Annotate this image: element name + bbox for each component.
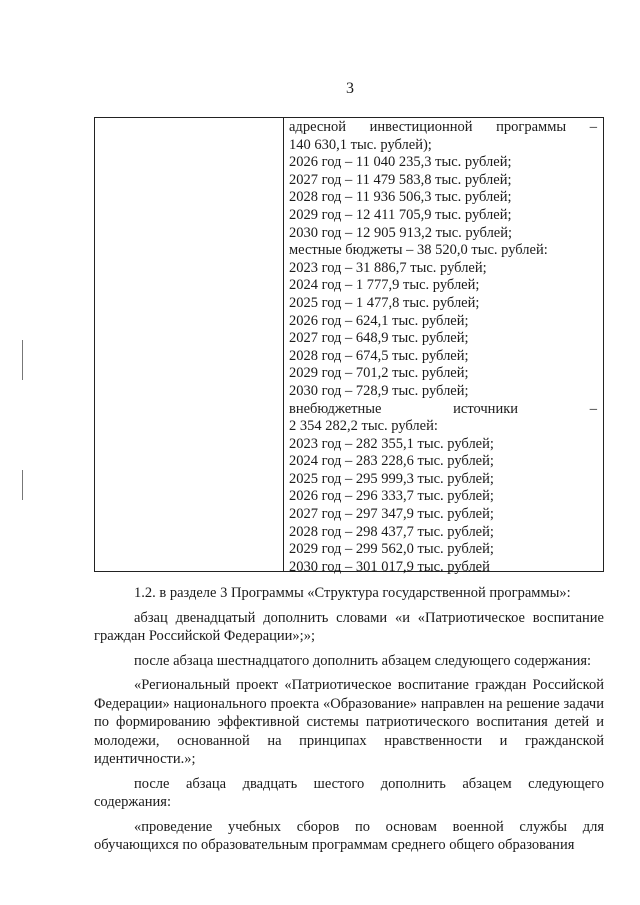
funding-line: 2028 год – 674,5 тыс. рублей; bbox=[289, 347, 469, 364]
funding-line: 2027 год – 11 479 583,8 тыс. рублей; bbox=[289, 171, 512, 188]
funding-table bbox=[94, 117, 604, 575]
funding-line: внебюджетные источники – bbox=[289, 400, 597, 417]
funding-line: 2025 год – 295 999,3 тыс. рублей; bbox=[289, 470, 494, 487]
funding-line: 2024 год – 1 777,9 тыс. рублей; bbox=[289, 277, 480, 294]
funding-line: 2029 год – 299 562,0 тыс. рублей; bbox=[289, 541, 494, 558]
funding-line: 2026 год – 296 333,7 тыс. рублей; bbox=[289, 488, 494, 505]
funding-line: 2029 год – 701,2 тыс. рублей; bbox=[289, 365, 469, 382]
funding-line: 2024 год – 283 228,6 тыс. рублей; bbox=[289, 453, 494, 470]
funding-line: 2023 год – 31 886,7 тыс. рублей; bbox=[289, 259, 487, 276]
funding-line: 2026 год – 11 040 235,3 тыс. рублей; bbox=[289, 154, 512, 171]
funding-cell bbox=[289, 119, 597, 576]
funding-line: 2 354 282,2 тыс. рублей: bbox=[289, 418, 438, 435]
body-paragraph: «Региональный проект «Патриотическое воспитание граждан Российской Федерации» национального проекта «Образование» направлен на решение задачи по формированию эффективной системы патриотического воспитания детей и молодежи, основанной на принципах нравственности и гражданской идентичности.»; bbox=[94, 677, 604, 767]
funding-line: 140 630,1 тыс. рублей); bbox=[289, 136, 432, 153]
section-heading-paragraph: 1.2. в разделе 3 Программы «Структура государственной программы»: bbox=[134, 585, 571, 601]
funding-line: 2029 год – 12 411 705,9 тыс. рублей; bbox=[289, 206, 512, 223]
funding-line: 2025 год – 1 477,8 тыс. рублей; bbox=[289, 294, 480, 311]
funding-line: 2026 год – 624,1 тыс. рублей; bbox=[289, 312, 469, 329]
body-paragraph: после абзаца шестнадцатого дополнить абзацем следующего содержания: bbox=[134, 652, 592, 669]
table-column-divider bbox=[283, 118, 284, 571]
funding-line: 2030 год – 301 017,9 тыс. рублей bbox=[289, 558, 490, 575]
body-paragraph: абзац двенадцатый дополнить словами «и «Патриотическое воспитание граждан Российской Федерации»;»; bbox=[94, 609, 604, 644]
funding-line: местные бюджеты – 38 520,0 тыс. рублей: bbox=[289, 242, 548, 259]
body-paragraph: после абзаца двадцать шестого дополнить абзацем следующего содержания: bbox=[94, 775, 604, 810]
funding-line: 2023 год – 282 355,1 тыс. рублей; bbox=[289, 435, 494, 452]
funding-line: адресной инвестиционной программы – bbox=[289, 119, 597, 135]
funding-line: 2030 год – 728,9 тыс. рублей; bbox=[289, 382, 469, 399]
funding-line: 2028 год – 298 437,7 тыс. рублей; bbox=[289, 523, 494, 540]
document-body bbox=[94, 584, 604, 861]
funding-line: 2027 год – 297 347,9 тыс. рублей; bbox=[289, 506, 494, 523]
scan-edge-mark bbox=[22, 340, 23, 380]
funding-line: 2027 год – 648,9 тыс. рублей; bbox=[289, 330, 469, 347]
body-paragraph: «проведение учебных сборов по основам военной службы для обучающихся по образовательным программам среднего общего образования bbox=[94, 818, 604, 853]
funding-line: 2030 год – 12 905 913,2 тыс. рублей; bbox=[289, 224, 513, 241]
scan-edge-mark bbox=[22, 470, 23, 500]
funding-line: 2028 год – 11 936 506,3 тыс. рублей; bbox=[289, 189, 512, 206]
page-number: 3 bbox=[346, 80, 354, 97]
